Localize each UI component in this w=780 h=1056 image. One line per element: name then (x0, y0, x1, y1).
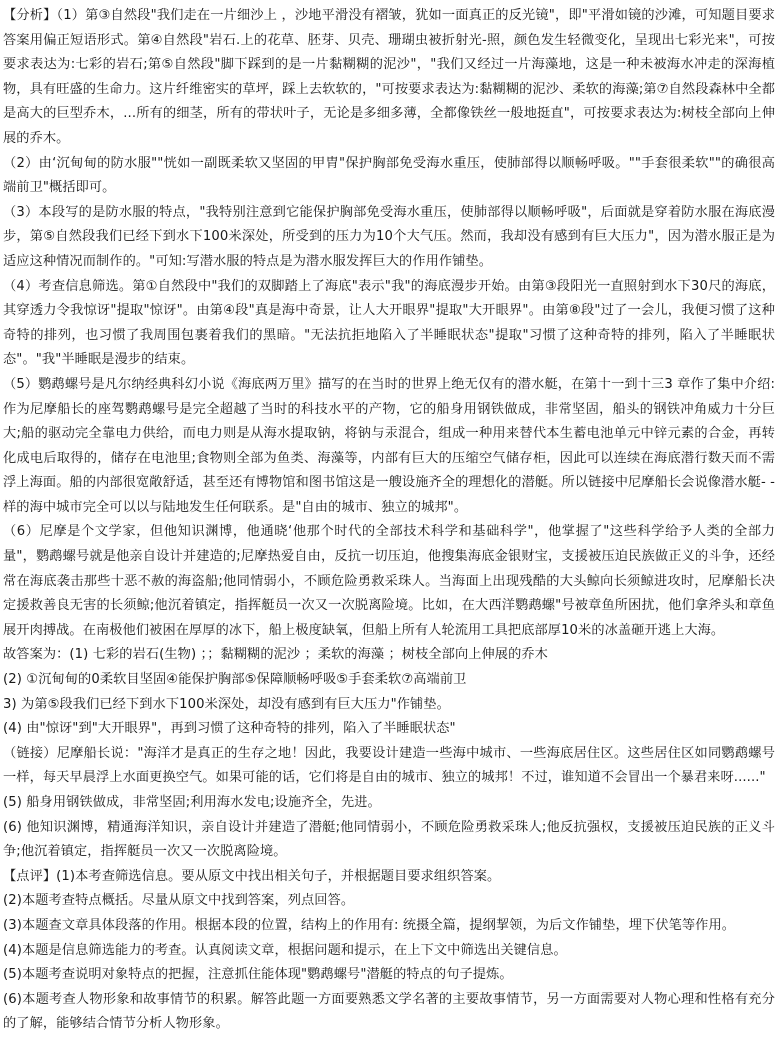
analysis-paragraph-1: 【分析】（1）第③自然段"我们走在一片细沙上 ，沙地平滑没有褶皱，犹如一面真正的反光镜"，即"平滑如镜的沙滩，可知题目要求答案用偏正短语形式。第④自然段"岩石.上的花草、胚芽、贝壳、珊瑚虫被折射光-照，颜色发生轻微变化，呈现出七彩光来"，可按要求表达为:七彩的岩石;第⑤自然段"脚下踩到的是一片黏糊糊的泥沙"，"我们又经过一片海藻地，这是一种未被海水冲走的深海植物，具有旺盛的生命力。这片纤维密实的草坪，踩上去软软的，"可按要求表达为:黏糊糊的泥沙、柔软的海藻;第⑦自然段森林中全都是高大的巨型乔木，...所有的细茎，所有的带状叶子，无论是多细多薄，全都像铁丝一般地挺直"，可按要求表达为:树枝全部向上伸展的乔木。 (3, 8, 775, 146)
analysis-paragraph-5: （5）鹦鹉螺号是凡尔纳经典科幻小说《海底两万里》描写的在当时的世界上绝无仅有的潜水艇，在第十一到十三3 章作了集中介绍:作为尼摩船长的座驾鹦鹉螺号是完全超越了当时的科技水平的产物，它的船身用钢铁做成，非常坚固，船头的钢铁冲角威力十分巨大;船的驱动完全靠电力供给，而电力则是从海水提取钠，将钠与汞混合，组成一种用来替代本生蓄电池单元中锌元素的合金，再转化成电后取得的，储存在电池里;食物则全部为鱼类、海藻等，内部有巨大的压缩空气储存柜，因此可以连续在海底潜行数天而不需浮上海面。船的内部很宽敞舒适，甚至还有博物馆和图书馆这是一艘设施齐全的理想化的潜艇。所以链接中尼摩船长会说像潜水艇- -样的海中城市完全可以以与陆地发生任何联系。是"自由的城市、独立的城邦"。 (3, 376, 775, 515)
review-line-1: 【点评】(1)本考查筛选信息。要从原文中找出相关句子，并根据题目要求组织答案。 (3, 868, 501, 884)
review-line-2: (2)本题考查特点概括。尽量从原文中找到答案，列点回答。 (3, 893, 355, 909)
answer-line-4: (4) 由"惊讶"到"大开眼界"，再到习惯了这种奇特的排列，陷入了半睡眠状态" (3, 721, 456, 737)
answer-line-6: (6) 他知识渊博，精通海洋知识，亲自设计并建造了潜艇;他同情弱小，不顾危险勇救采珠人;他反抗强权，支援被压迫民族的正义斗争;他沉着镇定，指挥艇员一次又一次脱离险境。 (3, 819, 775, 860)
review-line-3: (3)本题查文章具体段落的作用。根据本段的位置，结构上的作用有: 统摄全篇，提纲挈领，为后文作铺垫，埋下伏笔等作用。 (3, 917, 736, 933)
analysis-paragraph-3: （3）本段写的是防水服的特点，"我特别注意到它能保护胸部免受海水重压，使肺部得以顺畅呼吸"，后面就是穿着防水服在海底漫步，第⑤自然段我们已经下到水下100米深处，所受到的压力为10个大气压。然而，我却没有感到有巨大压力"，因为潜水服正是为适应这种情况而制作的。"可知:写潜水服的特点是为潜水服发挥巨大的作用作铺垫。 (3, 204, 775, 269)
answers-section (3, 643, 775, 864)
analysis-paragraph-4: （4）考查信息筛选。第①自然段中"我们的双脚踏上了海底"表示"我"的海底漫步开始。由第③段阳光一直照射到水下30尺的海底，其穿透力令我惊讶"提取"惊讶"。由第④段"真是海中奇景，让人大开眼界"提取"大开眼界"。由第⑧段"过了一会儿，我便习惯了这种奇特的排列，也习惯了我周围包裹着我们的黑暗。"无法抗拒地陷入了半睡眠状态"提取"习惯了这种奇特的排列，陷入了半睡眠状态"。"我"半睡眠是漫步的结束。 (3, 278, 775, 368)
link-quote: （链接）尼摩船长说："海洋才是真正的生存之地！因此，我要设计建造一些海中城市、一些海底居住区。这些居住区如同鹦鹉螺号一样，每天早晨浮上水面更换空气。如果可能的话，它们将是自由的城市、独立的城邦！不过，谁知道不会冒出一个暴君来呀......" (3, 745, 775, 786)
review-line-4: (4)本题是信息筛选能力的考查。认真阅读文章，根据问题和提示，在上下文中筛选出关键信息。 (3, 942, 567, 958)
answer-line-1: 故答案为：(1) 七彩的岩石(生物) ；；黏糊糊的泥沙 ；柔软的海藻 ；树枝全部向上伸展的乔木 (3, 647, 548, 663)
answer-line-2: (2) ①沉甸甸的0柔软目坚固④能保护胸部⑤保障顺畅呼吸⑤手套柔软⑦高端前卫 (3, 672, 467, 688)
answer-line-5: (5) 船身用钢铁做成，非常坚固;利用海水发电;设施齐全，先进。 (3, 795, 381, 810)
review-line-6: (6)本题考查人物形象和故事情节的积累。解答此题一方面要熟悉文学名著的主要故事情节，另一方面需要对人物心理和性格有充分的了解，能够结合情节分析人物形象。 (3, 991, 775, 1032)
review-line-5: (5)本题考查说明对象特点的把握，注意抓住能体现"鹦鹉螺号"潜艇的特点的句子提炼。 (3, 967, 513, 983)
analysis-paragraph-6: （6）尼摩是个文学家，但他知识渊博，他通晓‘他那个时代的全部技术科学和基础科学"，他掌握了"这些科学给予人类的全部力量"，鹦鹉螺号就是他亲自设计并建造的;尼摩热爱自由，反抗一切压迫，他搜集海底金银财宝，支援被压迫民族做正义的斗争，还经常在海底袭击那些十恶不赦的海盗船;他同情弱小，不顾危险勇救采珠人。当海面上出现残酷的大头鲸向长须鲸进攻时，尼摩船长决定援救善良无害的长须鲸;他沉着镇定，指挥艇员一次又一次脱离险境。比如，在大西洋鹦鹉螺"号被章鱼所困扰，他们拿斧头和章鱼展开肉搏战。在南极他们被困在厚厚的冰下，船上极度缺氧，但船上所有人轮流用工具把底部厚10米的冰盖砸开逃上大海。 (3, 524, 775, 638)
answer-line-3: 3) 为第⑤段我们已经下到水下100米深处，却没有感到有巨大压力"作铺垫。 (3, 696, 450, 712)
analysis-paragraph-2: （2）由‘沉甸甸的防水服""恍如一副既柔软又坚固的甲胄"保护胸部免受海水重压，使肺部得以顺畅呼吸。""手套很柔软""的确很高端前卫"概括即可。 (3, 155, 775, 196)
review-section (3, 865, 775, 1037)
analysis-section (3, 4, 775, 643)
